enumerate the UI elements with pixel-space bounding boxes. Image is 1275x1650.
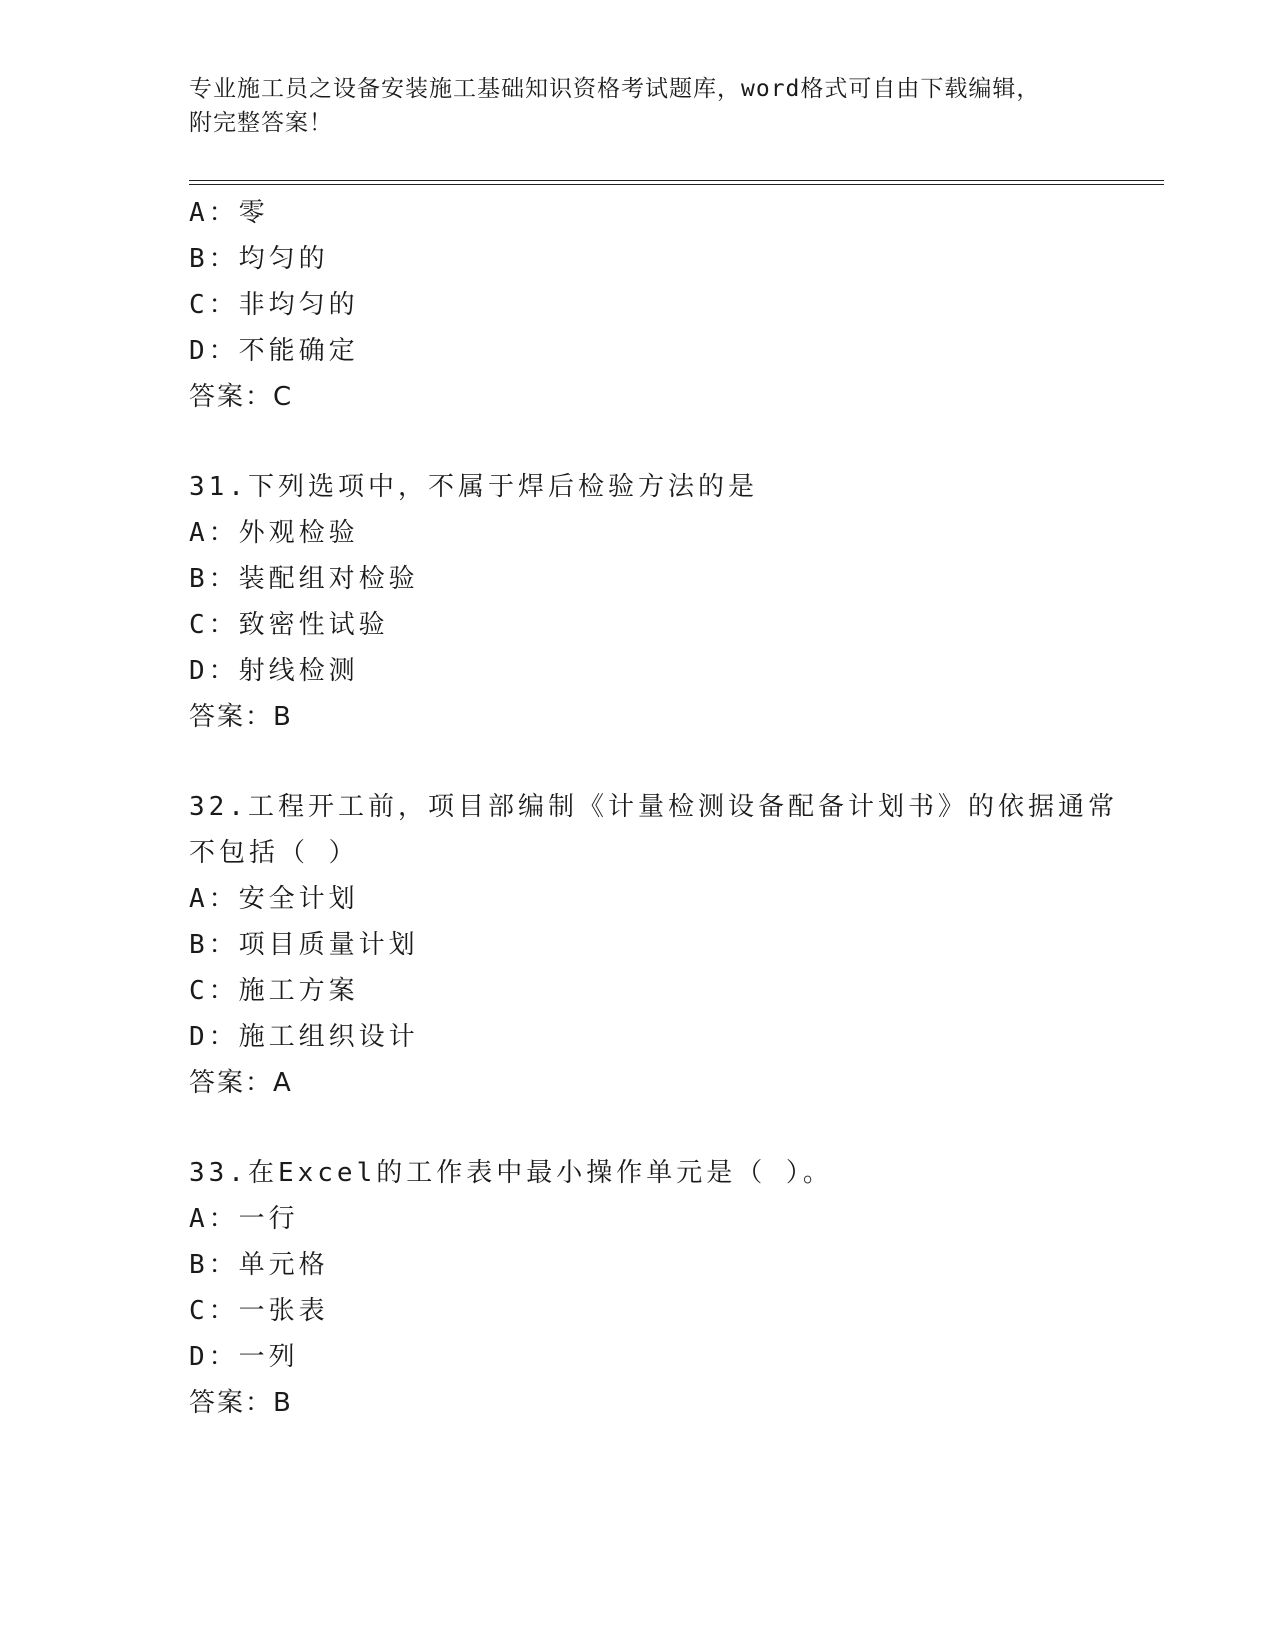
option-c: C：致密性试验 [189, 610, 389, 640]
previous-question-block [189, 190, 1089, 420]
option-b: B：单元格 [189, 1250, 329, 1280]
spacer [189, 420, 1089, 464]
header-line-2: 附完整答案！ [189, 110, 333, 136]
option-d: D：不能确定 [189, 336, 359, 366]
question-text: 31.下列选项中，不属于焊后检验方法的是 [189, 472, 758, 502]
question-31-block [189, 464, 1089, 740]
option-a: A：零 [189, 198, 269, 228]
spacer [189, 740, 1089, 784]
answer-line: 答案：B [189, 702, 293, 732]
option-d: D：一列 [189, 1342, 299, 1372]
spacer [189, 1106, 1089, 1150]
option-b: B：均匀的 [189, 244, 329, 274]
option-a: A：外观检验 [189, 518, 359, 548]
option-d: D：施工组织设计 [189, 1022, 419, 1052]
option-a: A：安全计划 [189, 884, 359, 914]
question-32-block [189, 784, 1118, 1106]
answer-line: 答案：C [189, 382, 294, 412]
option-c: C：施工方案 [189, 976, 359, 1006]
question-list [189, 190, 1118, 1426]
question-text: 32.工程开工前，项目部编制《计量检测设备配备计划书》的依据通常 [189, 792, 1118, 822]
option-a: A：一行 [189, 1204, 299, 1234]
answer-line: 答案：A [189, 1068, 293, 1098]
option-b: B：装配组对检验 [189, 564, 419, 594]
question-text-continued: 不包括（ ） [189, 838, 359, 868]
option-c: C：一张表 [189, 1296, 329, 1326]
option-c: C：非均匀的 [189, 290, 359, 320]
answer-line: 答案：B [189, 1388, 293, 1418]
question-text: 33.在Excel的工作表中最小操作单元是（ ）。 [189, 1158, 833, 1188]
header-divider [189, 180, 1164, 185]
option-d: D：射线检测 [189, 656, 359, 686]
document-header [189, 72, 1089, 140]
header-line-1: 专业施工员之设备安装施工基础知识资格考试题库，word格式可自由下载编辑， [189, 76, 1041, 102]
option-b: B：项目质量计划 [189, 930, 419, 960]
question-33-block [189, 1150, 1089, 1426]
